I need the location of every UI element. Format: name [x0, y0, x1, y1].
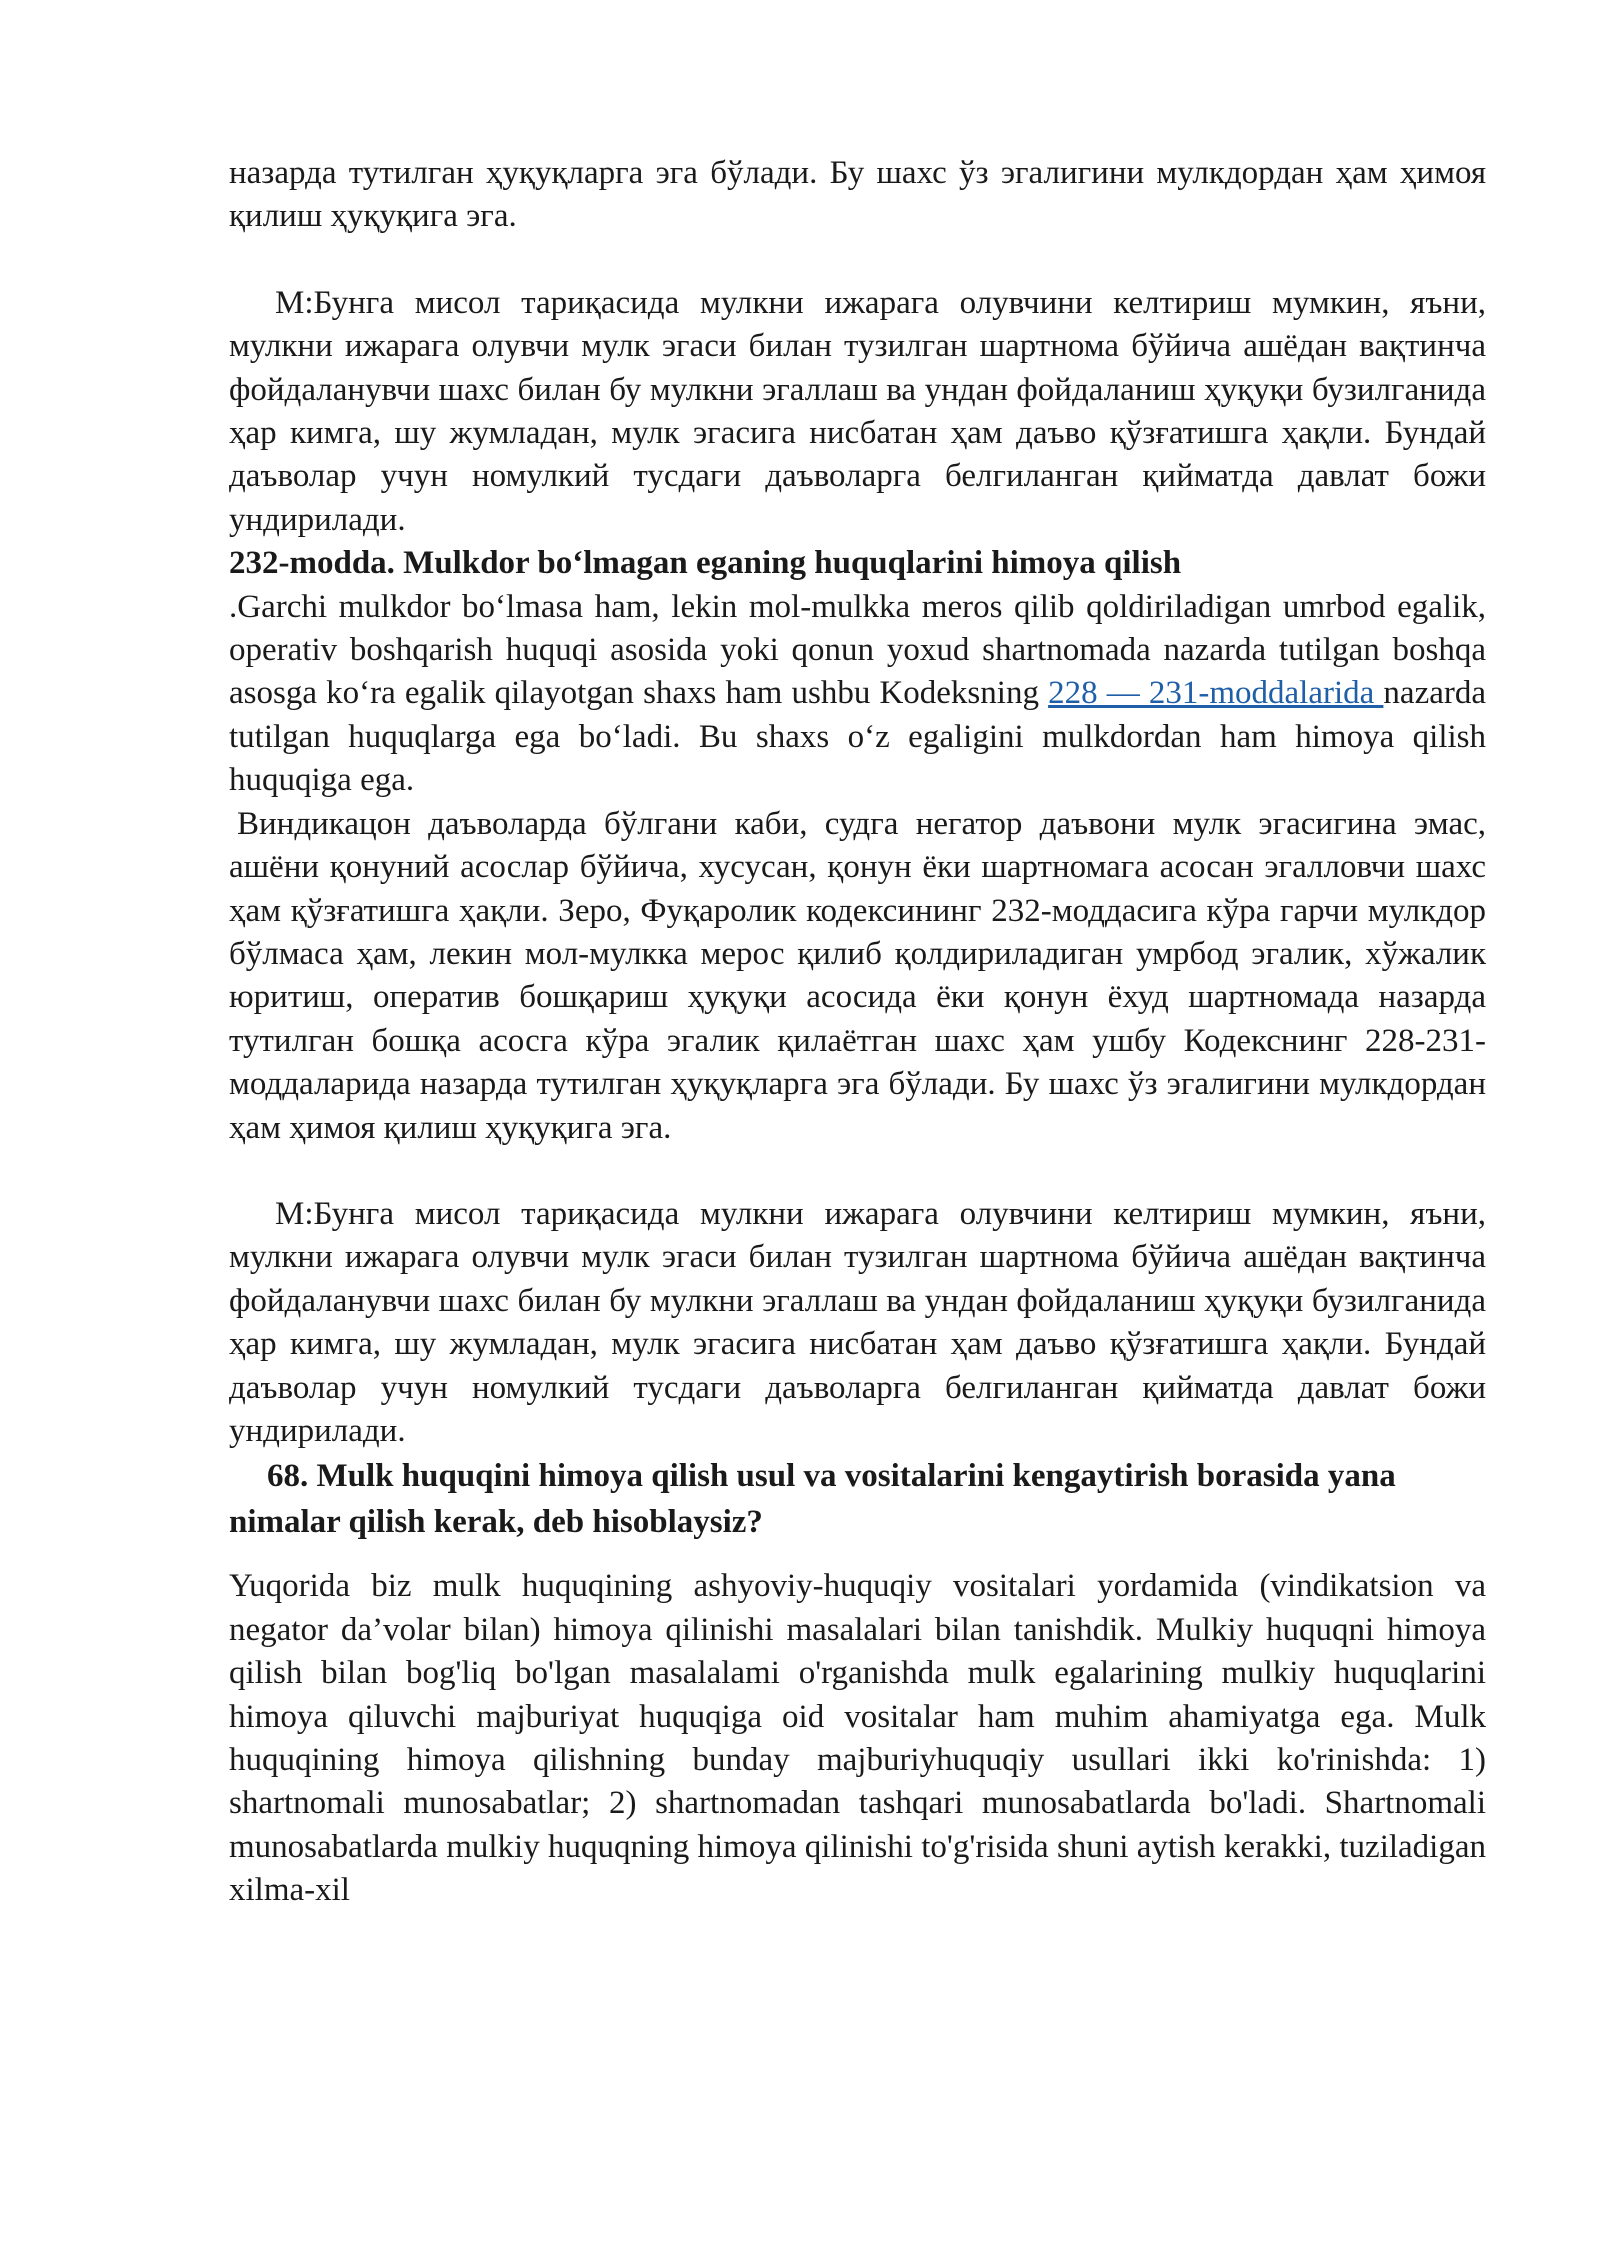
- articles-228-231-link[interactable]: 228 — 231-moddalarida: [1048, 675, 1384, 712]
- paragraph-vindication: Виндикацон даъволарда бўлгани каби, судга негатор даъвони мулк эгасигина эмас, ашёни қонуний асослар бўйича, хусусан, қонун ёки шартномага асосан эгалловчи шахс ҳам қўзғатишга ҳақли. Зеро, Фуқаролик кодексининг 232-моддасига кўра гарчи мулкдор бўлмаса ҳам, лекин мол-мулкка мерос қилиб қолдириладиган умрбод эгалик, хўжалик юритиш, оператив бошқариш ҳуқуқи асосида ёки қонун ёхуд шартномада назарда тутилган бошқа асосга кўра эгалик қилаётган шахс ҳам ушбу Кодекснинг 228-231-моддаларида назарда тутилган ҳуқуқларга эга бўлади. Бу шахс ўз эгалигини мулкдордан ҳам ҳимоя қилиш ҳуқуқига эга.: [229, 805, 1486, 1146]
- question-heading-68: 68. Mulk huquqini himoya qilish usul va vositalarini kengaytirish borasida yana nimalar qilish kerak, deb hisoblaysiz?: [229, 1458, 1396, 1541]
- article-text-after-link: nazarda tutilgan huquqlarga ega bo‘ladi. Bu shaxs o‘z egaligini mulkdordan ham himoya qilish huquqiga ega.: [229, 675, 1486, 799]
- section-heading-232: 232-modda. Mulkdor bo‘lmagan eganing huquqlarini himoya qilish: [229, 545, 1182, 582]
- paragraph-answer: Yuqorida biz mulk huquqining ashyoviy-huquqiy vositalari yordamida (vindikatsion va negator da’volar bilan) himoya qilinishi masalalari bilan tanishdik. Mulkiy huquqni himoya qilish bilan bog'liq bo'lgan masalalami o'rganishda mulk egalarining mulkiy huquqlarini himoya qiluvchi majburiyat huquqiga oid vositalar ham muhim ahamiyatga ega. Mulk huquqining himoya qilishning bunday majburiyhuquqiy usullari ikki ko'rinishda: 1) shartnomali munosabatlar; 2) shartnomadan tashqari munosabatlarda bo'ladi. Shartnomali munosabatlarda mulkiy huquqning himoya qilinishi to'g'risida shuni aytish kerakki, tuziladigan xilma-xil: [229, 1568, 1486, 1909]
- article-text-before-link: .Garchi mulkdor bo‘lmasa ham, lekin mol-mulkka meros qilib qoldiriladigan umrbod egalik, operativ boshqarish huquqi asosida yoki qonun yoxud shartnomada nazarda tutilgan boshqa asosga ko‘ra egalik qilayotgan shaxs ham ushbu Kodeksning: [229, 588, 1486, 712]
- document-page: [229, 152, 1486, 1913]
- paragraph-example-2: М:Бунга мисол тариқасида мулкни ижарага олувчини келтириш мумкин, яъни, мулкни ижарага олувчи мулк эгаси билан тузилган шартнома бўйича ашёдан вақтинча фойдаланувчи шахс билан бу мулкни эгаллаш ва ундан фойдаланиш ҳуқуқи бузилганида ҳар кимга, шу жумладан, мулк эгасига нисбатан ҳам даъво қўзғатишга ҳақли. Бундай даъволар учун номулкий тусдаги даъволарга белгиланган қийматда давлат божи ундирилади.: [229, 1195, 1486, 1449]
- paragraph-example-1: М:Бунга мисол тариқасида мулкни ижарага олувчини келтириш мумкин, яъни, мулкни ижарага олувчи мулк эгаси билан тузилган шартнома бўйича ашёдан вақтинча фойдаланувчи шахс билан бу мулкни эгаллаш ва ундан фойдаланиш ҳуқуқи бузилганида ҳар кимга, шу жумладан, мулк эгасига нисбатан ҳам даъво қўзғатишга ҳақли. Бундай даъволар учун номулкий тусдаги даъволарга белгиланган қийматда давлат божи ундирилади.: [229, 284, 1486, 538]
- paragraph-continuation: назарда тутилган ҳуқуқларга эга бўлади. Бу шахс ўз эгалигини мулкдордан ҳам ҳимоя қилиш ҳуқуқига эга.: [229, 155, 1486, 235]
- paragraph-article-232: [229, 586, 1486, 803]
